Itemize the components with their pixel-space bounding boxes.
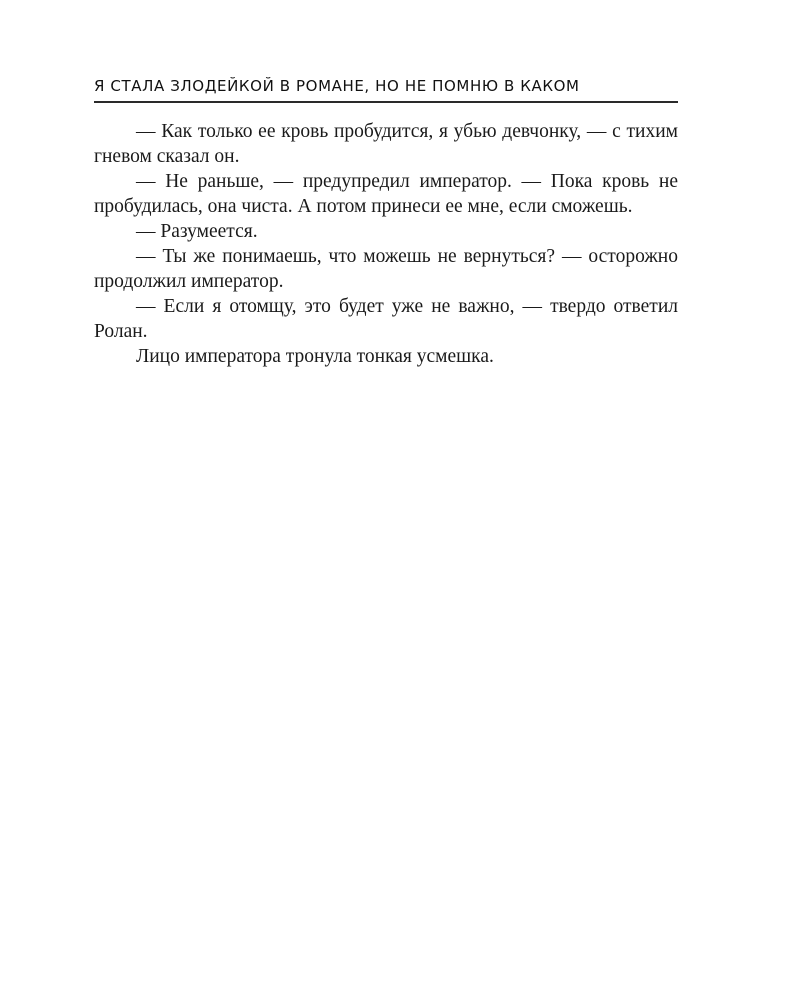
paragraph: — Как только ее кровь пробудится, я убью девчонку, — с тихим гневом сказал он. bbox=[94, 121, 678, 167]
paragraph: — Не раньше, — предупредил император. — Пока кровь не пробудилась, она чиста. А потом принеси ее мне, если сможешь. bbox=[94, 171, 678, 217]
paragraph: — Разумеется. bbox=[136, 221, 258, 242]
paragraph: — Ты же понимаешь, что можешь не вернуться? — осторожно продолжил император. bbox=[94, 246, 678, 292]
header-divider bbox=[94, 101, 678, 103]
running-header: Я СТАЛА ЗЛОДЕЙКОЙ В РОМАНЕ, НО НЕ ПОМНЮ В КАКОМ bbox=[94, 77, 580, 95]
page-body bbox=[94, 119, 678, 369]
paragraph: Лицо императора тронула тонкая усмешка. bbox=[136, 346, 494, 367]
paragraph: — Если я отомщу, это будет уже не важно, — твердо ответил Ролан. bbox=[94, 296, 678, 342]
